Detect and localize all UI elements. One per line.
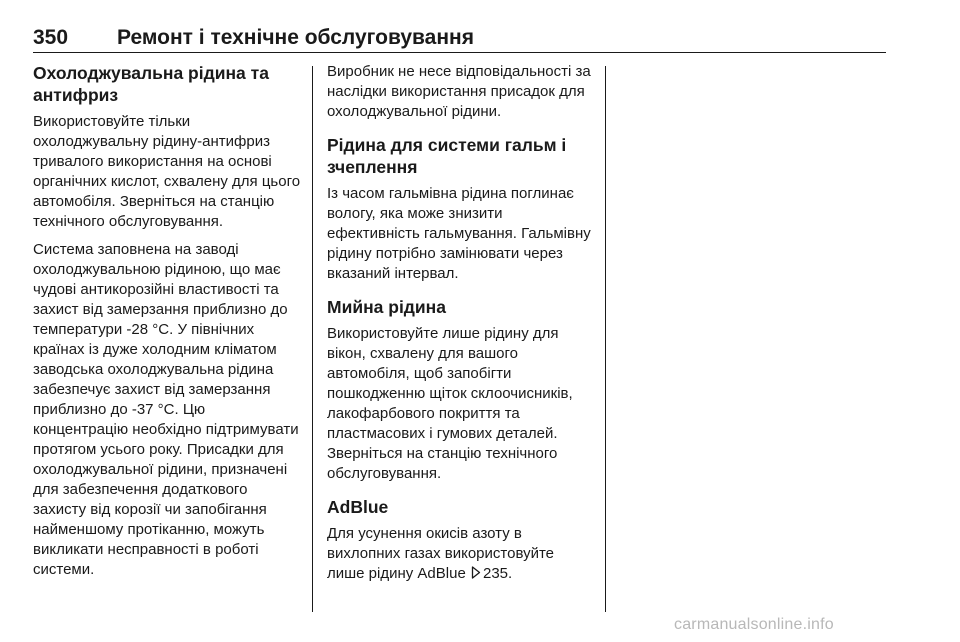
arrow-reference-icon (471, 566, 481, 579)
section-heading-washer-fluid: Мийна рідина (327, 297, 446, 317)
coolant-paragraph-2: Система заповнена на заводі охолоджувальною рідиною, що має чудові антикорозійні властивості та захист від замерзання приблизно до температури -28 °C. У північних країнах із дуже холодним кліматом заводська охолоджувальна рідина забезпечує захист від замерзання приблизно до -37 °C. Цю концентрацію необхідно підтримувати протягом усього року. Присадки для охолоджувальної рідини, призначені для забезпечення додаткового захисту від корозії чи запобігання найменшому протіканню, можуть викликати несправності в роботі системи. (33, 241, 299, 578)
left-column (33, 62, 301, 588)
section-heading-coolant: Охолоджувальна рідина та антифриз (33, 63, 269, 105)
coolant-liability-paragraph: Виробник не несе відповідальності за наслідки використання присадок для охолоджувальної рідини. (327, 63, 591, 120)
section-heading-adblue: AdBlue (327, 497, 389, 517)
watermark-footer: carmanualsonline.info (674, 616, 834, 633)
adblue-page-link[interactable]: 235. (482, 565, 513, 582)
middle-column (327, 62, 595, 592)
washer-fluid-paragraph: Використовуйте лише рідину для вікон, схвалену для вашого автомобіля, щоб запобігти пошкодженню щіток склоочисників, лакофарбового покриття та пластмасових і гумових деталей. Зверніться на станцію технічного обслуговування. (327, 325, 573, 482)
column-divider-right (605, 66, 606, 612)
adblue-text: Для усунення окисів азоту в вихлопних газах використовуйте лише рідину AdBlue (327, 525, 555, 582)
page-header (33, 26, 886, 54)
section-heading-brake-fluid: Рідина для системи гальм і зчеплення (327, 135, 567, 177)
coolant-paragraph-1: Використовуйте тільки охолоджувальну рідину-антифриз тривалого використання на основі органічних кислот, схвалену для цього автомобіля. Зверніться на станцію технічного обслуговування. (33, 113, 301, 230)
column-divider-left (312, 66, 313, 612)
brake-fluid-paragraph: Із часом гальмівна рідина поглинає вологу, яка може знизити ефективність гальмування. Гальмівну рідину потрібно замінювати через вказаний інтервал. (327, 185, 591, 282)
chapter-title: Ремонт і технічне обслуговування (117, 26, 474, 49)
adblue-paragraph (327, 524, 595, 584)
page-number: 350 (33, 26, 69, 49)
header-divider (33, 52, 886, 53)
